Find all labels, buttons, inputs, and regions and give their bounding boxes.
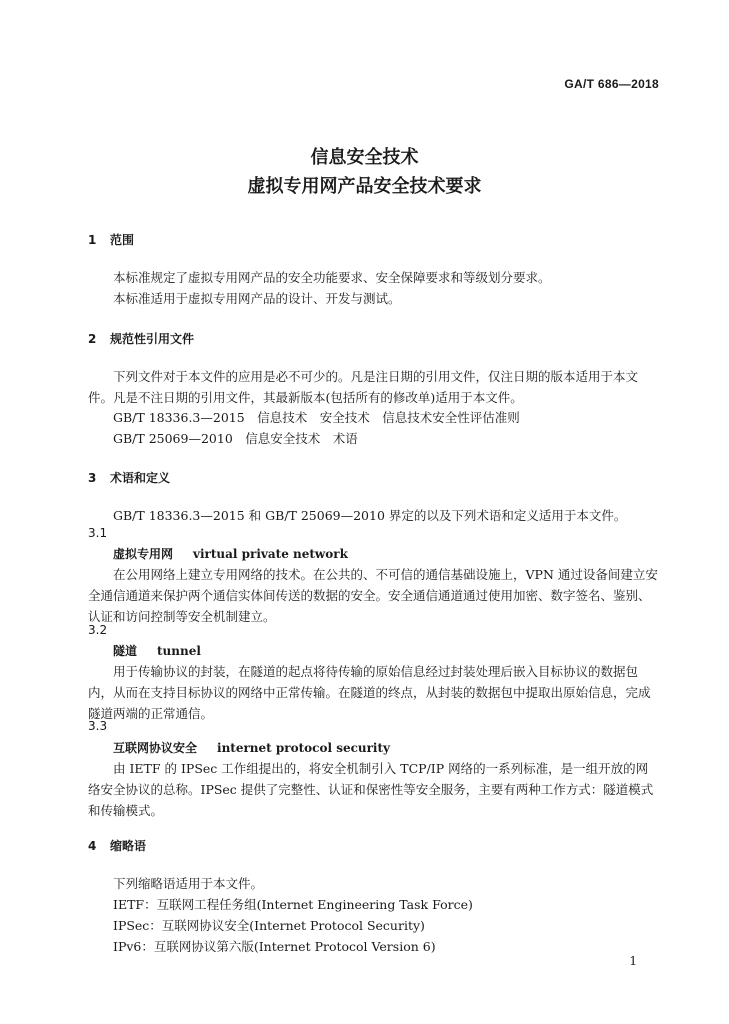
section-heading-terms <box>88 469 170 486</box>
section-number: 2 <box>88 332 97 346</box>
page-number: 1 <box>629 954 637 968</box>
term-definition: 由 IETF 的 IPSec 工作组提出的，将安全机制引入 TCP/IP 网络的一系列标准，是一组开放的网络安全协议的总称。IPSec 提供了完整性、认证和保密性等安全服务，主要有两种工作方式：隧道模式和传输模式。 <box>88 761 654 818</box>
term-zh: 互联网协议安全 <box>113 741 198 755</box>
section-heading-scope <box>88 231 134 248</box>
term-zh: 虚拟专用网 <box>113 547 174 561</box>
standard-code: GA/T 686—2018 <box>564 77 659 91</box>
abbreviation-item: IPv6：互联网协议第六版(Internet Protocol Version 6) <box>113 939 436 954</box>
section-number: 4 <box>88 839 97 853</box>
term-title <box>113 642 201 659</box>
section-title: 规范性引用文件 <box>110 332 195 346</box>
section-heading-abbreviations <box>88 837 146 854</box>
term-en: virtual private network <box>193 547 348 561</box>
scope-line-1: 本标准规定了虚拟专用网产品的安全功能要求、安全保障要求和等级划分要求。 <box>113 270 551 285</box>
term-zh: 隧道 <box>113 644 138 658</box>
term-number: 3.3 <box>88 719 108 733</box>
abbreviation-item: IETF：互联网工程任务组(Internet Engineering Task Force) <box>113 897 473 912</box>
section-number: 1 <box>88 233 97 247</box>
abbreviation-item: IPSec：互联网协议安全(Internet Protocol Security) <box>113 918 425 933</box>
section-title: 范围 <box>110 233 135 247</box>
section-title: 术语和定义 <box>110 471 171 485</box>
reference-item: GB/T 25069—2010 信息安全技术 术语 <box>113 431 358 446</box>
section-heading-normative-references <box>88 330 194 347</box>
reference-item: GB/T 18336.3—2015 信息技术 安全技术 信息技术安全性评估准则 <box>113 410 520 425</box>
term-definition: 用于传输协议的封装，在隧道的起点将待传输的原始信息经过封装处理后嵌入目标协议的数据包内，从而在支持目标协议的网络中正常传输。在隧道的终点，从封装的数据包中提取出原始信息，完成隧道两端的正常通信。 <box>88 664 651 721</box>
term-title <box>113 545 348 562</box>
document-title-line1: 信息安全技术 <box>310 147 419 168</box>
term-definition: 在公用网络上建立专用网络的技术。在公共的、不可信的通信基础设施上，VPN 通过设备间建立安全通信通道来保护两个通信实体间传送的数据的安全。安全通信通道通过使用加密、数字签名、鉴别、认证和访问控制等安全机制建立。 <box>88 567 658 624</box>
section-number: 3 <box>88 471 97 485</box>
scope-line-2: 本标准适用于虚拟专用网产品的设计、开发与测试。 <box>113 291 401 306</box>
references-paragraph: 下列文件对于本文件的应用是必不可少的。凡是注日期的引用文件，仅注日期的版本适用于本文件。凡是不注日期的引用文件，其最新版本(包括所有的修改单)适用于本文件。 <box>88 369 639 405</box>
terms-intro: GB/T 18336.3—2015 和 GB/T 25069—2010 界定的以及下列术语和定义适用于本文件。 <box>113 508 627 523</box>
term-number: 3.2 <box>88 623 108 637</box>
document-title-line2: 虚拟专用网产品安全技术要求 <box>247 176 482 197</box>
section-title: 缩略语 <box>110 839 147 853</box>
term-number: 3.1 <box>88 526 108 540</box>
term-title <box>113 739 390 756</box>
term-en: internet protocol security <box>217 741 391 755</box>
abbreviations-intro: 下列缩略语适用于本文件。 <box>113 876 264 891</box>
term-en: tunnel <box>157 644 201 658</box>
